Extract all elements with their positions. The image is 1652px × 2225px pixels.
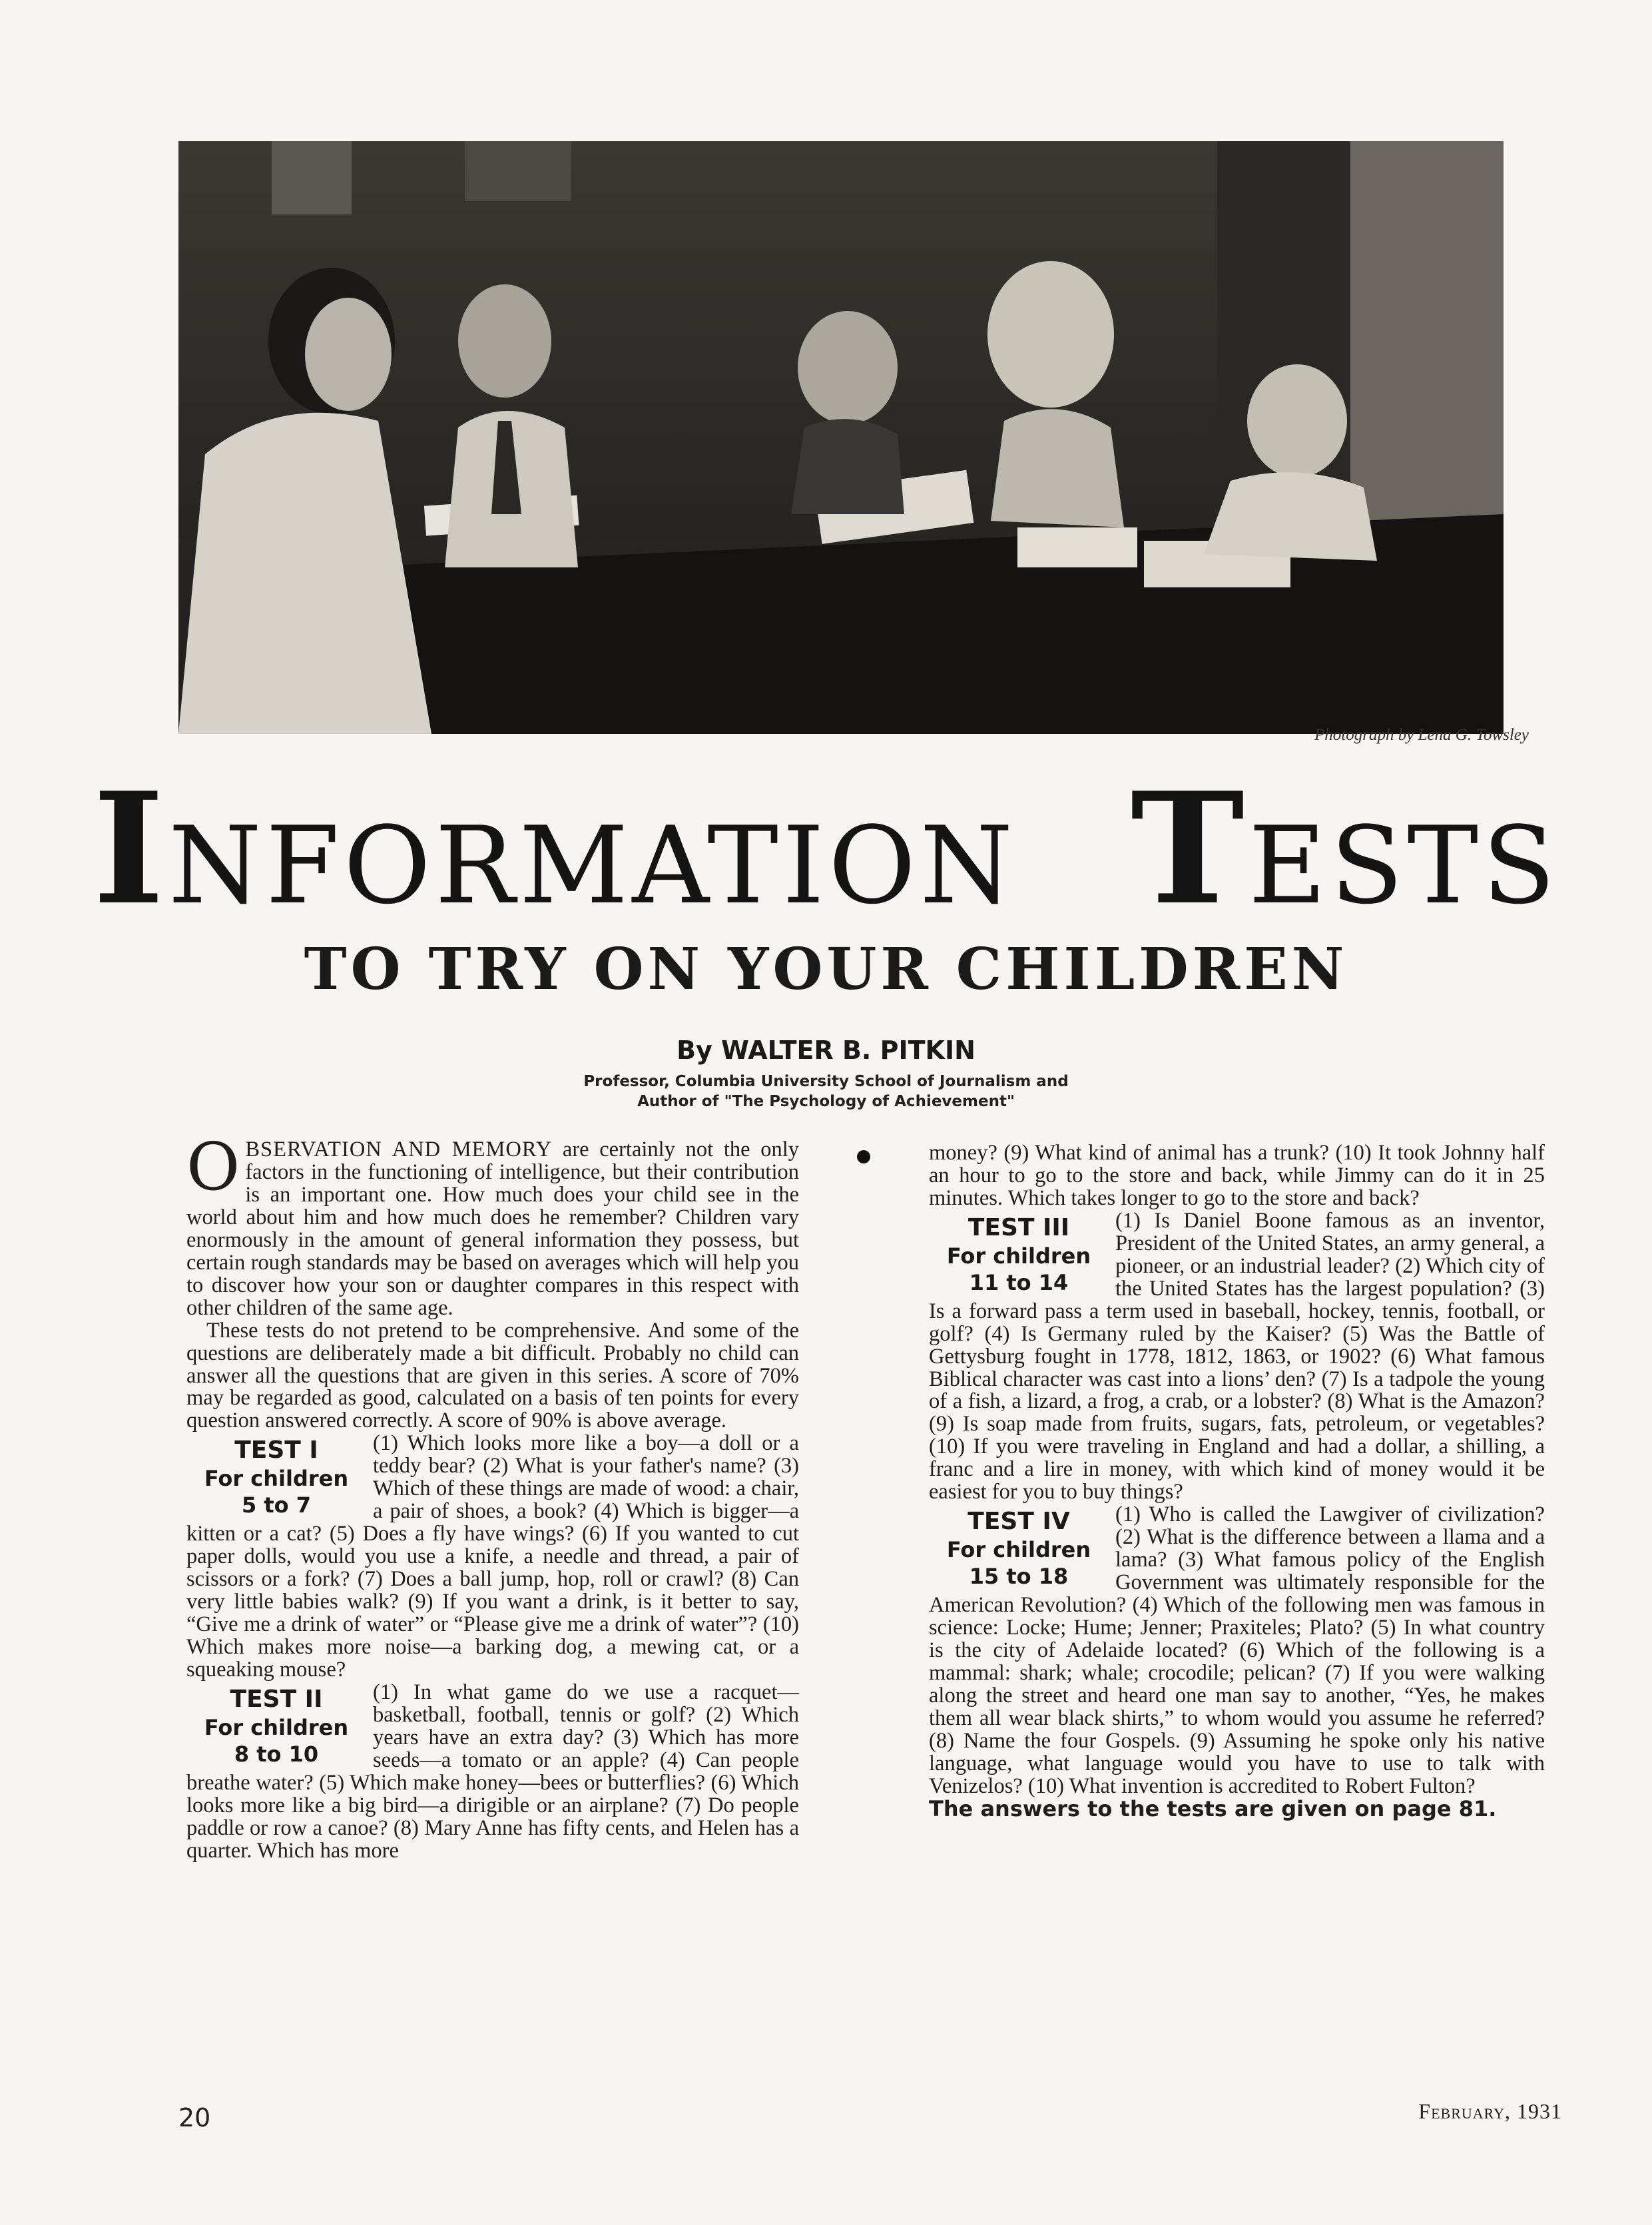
byline: By WALTER B. PITKIN bbox=[677, 1036, 975, 1065]
lead-in: BSERVATION AND MEMORY bbox=[245, 1137, 553, 1161]
title-word: ESTS bbox=[1248, 803, 1559, 928]
test-heading bbox=[186, 1435, 366, 1518]
test-questions: (1) Is Daniel Boone famous as an inventor, President of the United States, an army general, a pioneer, or an industrial leader? (2) Which city of the United States has the largest population? (3) Is a forward pass a term used in baseball, hockey, tennis, football, or golf? (4) Is Germany ruled by the Kaiser? (5) Was the Battle of Gettysburg fought in 1778, 1812, 1863, or 1902? (6) What famous Biblical character was cast into a lions’ den? (7) Is a tadpole the young of a fish, a lizard, a frog, a crab, or a lobster? (8) What is the Amazon? (9) Is soap made from fruits, sugars, fats, petroleum, or vegetables? (10) If you were traveling in England and had a dollar, a shilling, a franc and a lire in money, with which kind of money would it be easiest for you to buy things? bbox=[929, 1208, 1545, 1504]
child-face bbox=[798, 311, 898, 424]
test-section bbox=[186, 1432, 799, 1681]
test-section bbox=[929, 1504, 1545, 1797]
article-subtitle: TO TRY ON YOUR CHILDREN bbox=[304, 936, 1348, 1003]
test-section bbox=[929, 1210, 1545, 1504]
right-column bbox=[929, 1142, 1545, 1820]
left-column bbox=[186, 1129, 799, 1863]
title-initial: I bbox=[93, 759, 168, 939]
test-ages: 11 to 14 bbox=[969, 1269, 1069, 1295]
test-ages: 8 to 10 bbox=[234, 1741, 319, 1767]
test-heading bbox=[929, 1506, 1109, 1590]
column-bullet bbox=[857, 1150, 870, 1163]
child-face bbox=[1247, 364, 1347, 477]
intro-paragraph bbox=[186, 1129, 799, 1320]
test-label: TEST IV bbox=[967, 1508, 1070, 1536]
test-label: TEST III bbox=[967, 1213, 1070, 1241]
woman-dress bbox=[178, 413, 431, 734]
woman-face bbox=[305, 298, 392, 411]
test-ages: 15 to 18 bbox=[969, 1564, 1069, 1590]
article-title bbox=[0, 759, 1652, 939]
test-continued: money? (9) What kind of animal has a trunk? (10) It took Johnny half an hour to go to the store and back, while Jimmy can do it in 25 minutes. Which takes longer to go to the store and back? bbox=[929, 1141, 1545, 1210]
answers-note: The answers to the tests are given on page 81. bbox=[929, 1795, 1497, 1821]
intro-paragraph: These tests do not pretend to be comprehensive. And some of the questions are deliberately made a bit difficult. Probably no child can answer all the questions that are given in this series. A score of 70% may be regarded as good, calculated on a basis of ten points for every question answered correctly. A score of 90% is above average. bbox=[186, 1318, 799, 1433]
test-questions: (1) Which looks more like a boy—a doll or a teddy bear? (2) What is your father's name? (3) Which of these things are made of wood: a chair, a pair of shoes, a book? (4) Which is bigger—a kitten or a cat? (5) Does a fly have wings? (6) If you wanted to cut paper dolls, would you use a knife, a needle and thread, a pair of scissors or a fork? (7) Does a ball jump, hop, roll or crawl? (8) Can very little babies walk? (9) If you want a drink, is it better to say, “Give me a drink of water” or “Please give me a drink of water”? (10) Which makes more noise—a barking dog, a mewing cat, or a squeaking mouse? bbox=[186, 1431, 799, 1682]
author-affiliation bbox=[0, 1072, 1652, 1112]
title-word: NFORMATION bbox=[168, 803, 1017, 928]
issue-date: February, 1931 bbox=[1418, 2099, 1562, 2123]
photo-illustration bbox=[178, 141, 1504, 734]
test-audience: For children bbox=[204, 1466, 349, 1492]
child-dress bbox=[791, 419, 904, 514]
title-initial: T bbox=[1130, 759, 1248, 939]
paper bbox=[1017, 527, 1137, 567]
test-questions: (1) Who is called the Lawgiver of civilization? (2) What is the difference between a llama and a lama? (3) What famous policy of the English Government was ultimately responsible for the American Revolution? (4) Which of the following men was famous in science: Locke; Hume; Jenner; Praxiteles; Plato? (5) In what country is the city of Adelaide located? (6) Which of the following is a mammal: shark; whale; crocodile; pelican? (7) If you were walking along the street and heard one man say to another, “Yes, he makes them all wear black shirts,” to whom would you assume he referred? (8) Name the four Gospels. (9) Assuming he spoke only his native language, what language would you have to use to talk with Venizelos? (10) What invention is accredited to Robert Fulton? bbox=[929, 1502, 1545, 1798]
classroom-photograph bbox=[178, 141, 1504, 734]
test-label: TEST II bbox=[230, 1685, 323, 1713]
test-questions: (1) In what game do we use a racquet—basketball, football, tennis or golf? (2) Which years have an extra day? (3) Which has more seeds—a tomato or an apple? (4) Can people breathe water? (5) Which make honey—bees or butterflies? (6) Which looks more like a big bird—a dirigible or an airplane? (7) Do people paddle or row a canoe? (8) Mary Anne has fifty cents, and Helen has a quarter. Which has more bbox=[186, 1680, 799, 1863]
page-number: 20 bbox=[178, 2103, 211, 2132]
test-label: TEST I bbox=[234, 1436, 318, 1464]
wall-picture-frame bbox=[465, 141, 571, 201]
test-ages: 5 to 7 bbox=[241, 1492, 312, 1518]
intro-text: are certainly not the only factors in the functioning of intelligence, but their contribution is an important one. How much does your child see in the world about him and how much does he remember? Children vary enormously in the amount of general information they possess, but certain rough standards may be based on averages which will help you to discover how your son or daughter compares in this respect with other children of the same age. bbox=[186, 1137, 799, 1320]
test-heading bbox=[929, 1213, 1109, 1296]
child-hair bbox=[987, 261, 1114, 408]
photo-credit: Photograph by Lena G. Towsley bbox=[1314, 726, 1529, 744]
affiliation-line: Professor, Columbia University School of Journalism and bbox=[583, 1073, 1069, 1090]
child-dress bbox=[991, 409, 1124, 527]
test-audience: For children bbox=[946, 1243, 1091, 1269]
test-audience: For children bbox=[946, 1537, 1091, 1563]
child-shirt bbox=[1204, 472, 1377, 561]
test-heading bbox=[186, 1684, 366, 1767]
child-face bbox=[458, 284, 551, 398]
drop-cap: O bbox=[186, 1129, 240, 1205]
test-audience: For children bbox=[204, 1714, 349, 1740]
test-section bbox=[186, 1682, 799, 1863]
wall-picture-frame bbox=[272, 141, 352, 214]
affiliation-line: Author of "The Psychology of Achievement" bbox=[637, 1092, 1015, 1110]
